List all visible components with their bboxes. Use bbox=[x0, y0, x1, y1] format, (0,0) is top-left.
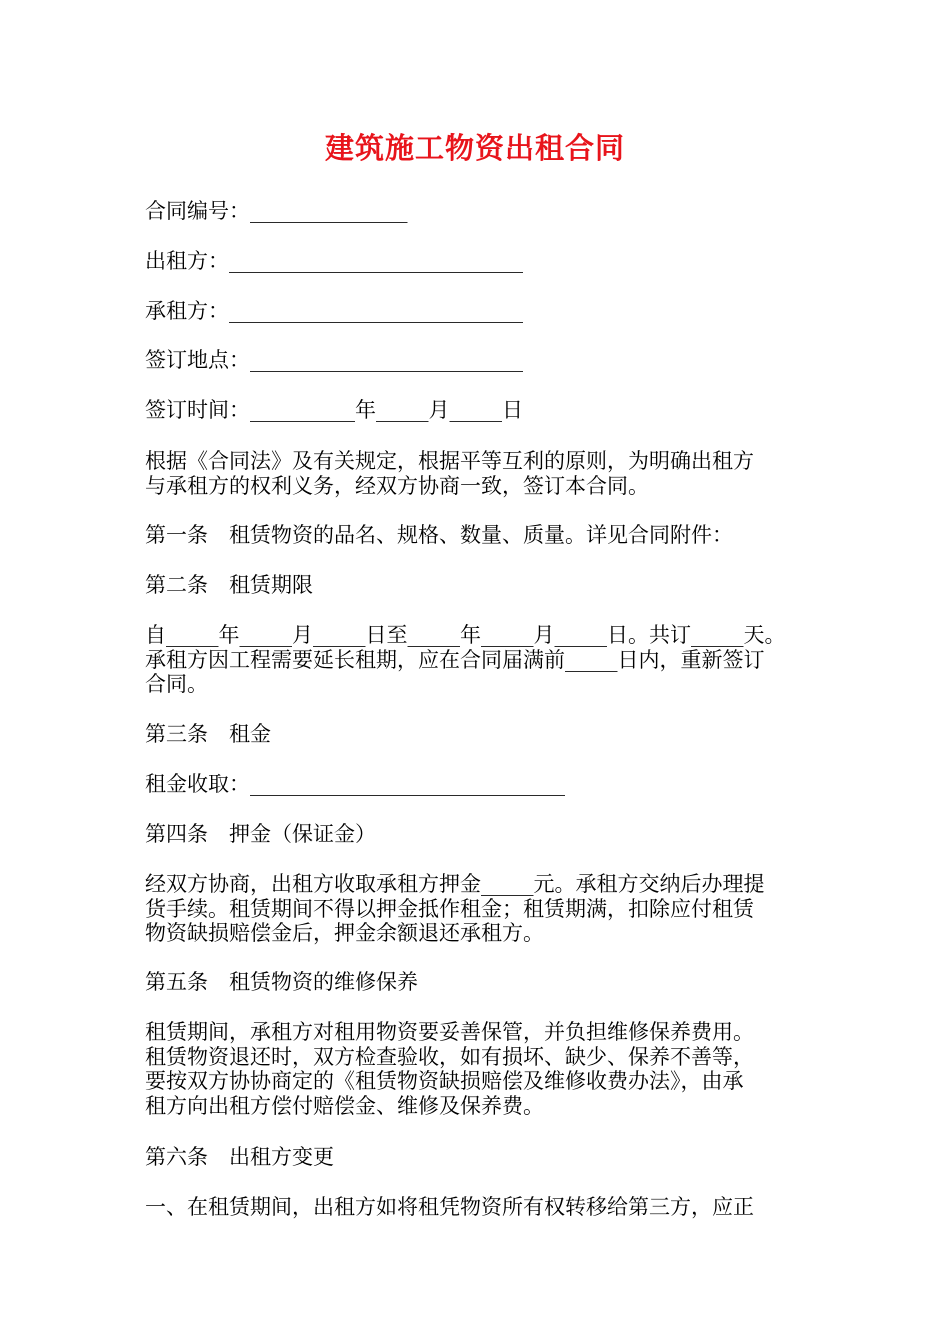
article-1: 第一条 租赁物资的品名、规格、数量、质量。详见合同附件： bbox=[145, 523, 733, 547]
article-2-body: 自_____年_____月_____日至_____年_____月_____日。共订_____天。 承租方因工程需要延长租期，应在合同届满前_____日内，重新签订 合同。 bbox=[145, 623, 786, 696]
article-6-heading: 第六条 出租方变更 bbox=[145, 1145, 334, 1169]
lessor-field: 出租方：____________________________ bbox=[145, 249, 523, 273]
signing-place-field: 签订地点：__________________________ bbox=[145, 348, 523, 372]
article-4-body: 经双方协商，出租方收取承租方押金_____元。承租方交纳后办理提 货手续。租赁期间不得以押金抵作租金；租赁期满，扣除应付租赁 物资缺损赔偿金后，押金余额退还承租方。 bbox=[145, 872, 765, 945]
signing-time-field: 签订时间：__________年_____月_____日 bbox=[145, 398, 523, 422]
rent-collection-field: 租金收取：______________________________ bbox=[145, 772, 565, 796]
article-2-heading: 第二条 租赁期限 bbox=[145, 573, 313, 597]
lessee-field: 承租方：____________________________ bbox=[145, 299, 523, 323]
document-title: 建筑施工物资出租合同 bbox=[324, 131, 625, 165]
contract-number-field: 合同编号：_______________ bbox=[145, 199, 408, 223]
article-3-heading: 第三条 租金 bbox=[145, 722, 271, 746]
article-6-item-1: 一、在租赁期间，出租方如将租凭物资所有权转移给第三方，应正 bbox=[145, 1195, 754, 1219]
article-4-heading: 第四条 押金（保证金） bbox=[145, 822, 376, 846]
article-5-body: 租赁期间，承租方对租用物资要妥善保管，并负担维修保养费用。 租赁物资退还时，双方检查验收，如有损坏、缺少、保养不善等， 要按双方协协商定的《租赁物资缺损赔偿及维修收费办法》，由承 租方向出租方偿付赔偿金、维修及保养费。 bbox=[145, 1020, 754, 1118]
article-5-heading: 第五条 租赁物资的维修保养 bbox=[145, 970, 418, 994]
intro-paragraph: 根据《合同法》及有关规定，根据平等互利的原则，为明确出租方 与承租方的权利义务，经双方协商一致，签订本合同。 bbox=[145, 449, 754, 498]
